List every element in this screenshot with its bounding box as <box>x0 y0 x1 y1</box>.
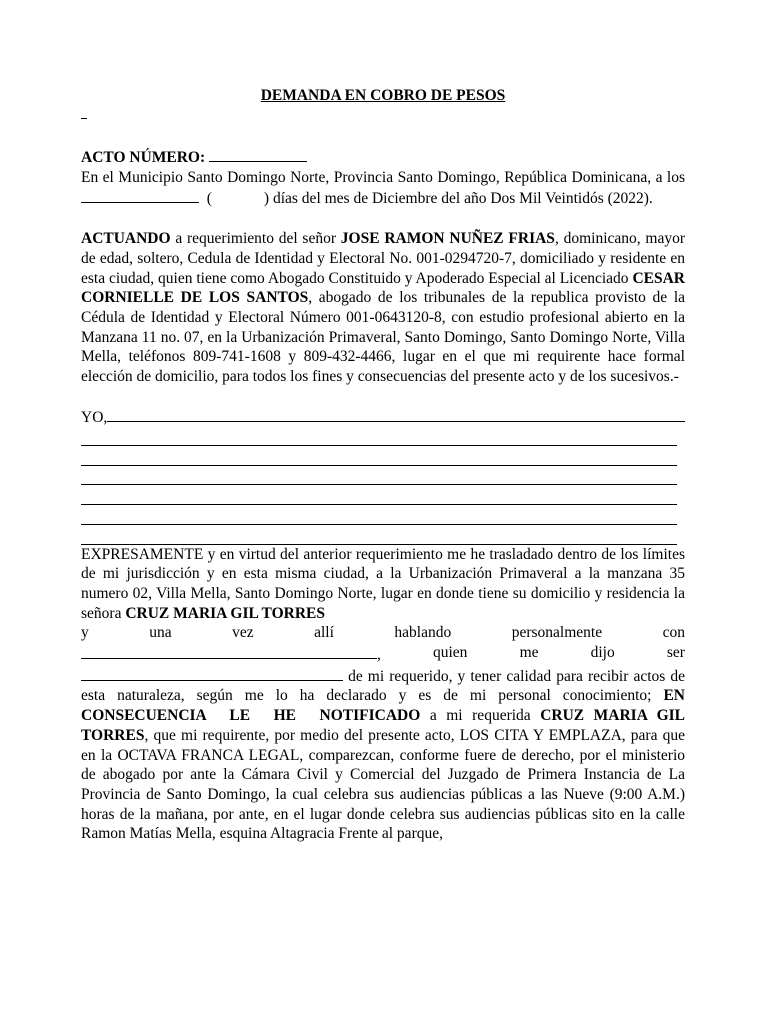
word: con <box>662 624 685 642</box>
interlocutor-blank <box>81 643 377 659</box>
quien-line: , quien me dijo ser <box>81 643 685 665</box>
actuando-paragraph <box>81 229 685 387</box>
actuando-text-2: , dominicano, mayor de edad, soltero, Cedula de Identidad y Electoral No. 001-0294720-7, domiciliado y residente en esta ciudad, quien tiene como Abogado Constituido y Apoderado Especial al Licenciado <box>81 230 686 287</box>
blank-line <box>81 466 677 486</box>
requirente-name: JOSE RAMON NUÑEZ FRIAS <box>340 230 555 248</box>
paren-close: ) <box>263 190 270 208</box>
word: vez <box>232 624 254 642</box>
day-blank <box>81 187 199 203</box>
yo-label: YO, <box>81 408 108 426</box>
paren-open: ( <box>206 190 212 208</box>
expresamente-text-2: de mi requerido, y tener calidad para recibir actos de esta naturaleza, según me lo ha declarado y es de mi personal conocimiento; <box>81 667 685 705</box>
word: me <box>519 644 539 662</box>
acto-label: ACTO NÚMERO: <box>81 149 206 166</box>
blank-mark <box>81 106 685 126</box>
word: allí <box>314 624 334 642</box>
requerida-name-2: CRUZ MARIA GIL TORRES <box>81 707 685 744</box>
word: personalmente <box>511 624 603 642</box>
word: ser <box>666 644 685 662</box>
expresamente-text-4: , que mi requirente, por medio del presente acto, LOS CITA Y EMPLAZA, para que en la OCTAVA FRANCA LEGAL, comparezcan, conforme fuere de derecho, por el ministerio de abogado por ante la Cámara Civil y Comercial del Juzgado de Primera Instancia de La Provincia de Santo Domingo, la cual celebra sus audiencias públicas a las Nueve (9:00 A.M.) horas de la mañana, por ante, en el lugar donde celebra sus audiencias públicas sito en la calle Ramon Matías Mella, esquina Altagracia Frente al parque, <box>81 726 685 843</box>
expresamente-text-3: a mi requerida <box>429 707 531 725</box>
notificado-label: EN CONSECUENCIA LE HE NOTIFICADO <box>81 687 686 725</box>
word: y <box>81 624 89 642</box>
intro-text-2: días del mes de Diciembre del año Dos Mil Veintidós (2022). <box>272 190 653 208</box>
intro-text-1: En el Municipio Santo Domingo Norte, Provincia Santo Domingo, República Dominicana, a los <box>81 168 685 186</box>
expresamente-paragraph <box>81 545 685 624</box>
actuando-label: ACTUANDO <box>81 230 171 248</box>
abogado-name: CESAR CORNIELLE DE LOS SANTOS <box>81 269 685 307</box>
actuando-text-1: a requerimiento del señor <box>175 230 337 248</box>
requerida-name: CRUZ MARIA GIL TORRES <box>125 604 326 622</box>
hablando-line <box>81 623 685 643</box>
word: quien <box>433 644 468 662</box>
yo-line <box>81 407 685 427</box>
blank-line <box>81 525 677 545</box>
acto-number-line <box>81 146 685 168</box>
word: una <box>149 624 172 642</box>
blank-line <box>81 505 677 525</box>
relacion-blank <box>81 665 343 681</box>
word: hablando <box>394 624 452 642</box>
document-body <box>81 86 685 844</box>
acto-number-blank <box>209 146 307 162</box>
actuando-text-3: , abogado de los tribunales de la republica provisto de la Cédula de Identidad y Electoral Número 001-0643120-8, con estudio profesional abierto en la Manzana 11 no. 07, en la Urbanización Primaveral, Santo Domingo, Santo Domingo Norte, Villa Mella, teléfonos 809-741-1608 y 809-432-4466, lugar en el que mi requirente hace formal elección de domicilio, para todos los fines y consecuencias del presente acto y de los sucesivos.- <box>81 289 686 386</box>
document-title: DEMANDA EN COBRO DE PESOS <box>260 87 506 104</box>
intro-paragraph <box>81 168 685 209</box>
blank-line <box>81 446 677 466</box>
expresamente-paragraph-2 <box>81 665 685 844</box>
yo-blank <box>107 407 685 422</box>
word: dijo <box>590 644 615 662</box>
blank-line <box>81 426 677 446</box>
expresamente-text-1: EXPRESAMENTE y en virtud del anterior requerimiento me he trasladado dentro de los límites de mi jurisdicción y en esta misma ciudad, a la Urbanización Primaveral a la manzana 35 numero 02, Villa Mella, Santo Domingo Norte, lugar en donde tiene su domicilio y residencia la señora <box>81 545 685 622</box>
blank-line <box>81 485 677 505</box>
